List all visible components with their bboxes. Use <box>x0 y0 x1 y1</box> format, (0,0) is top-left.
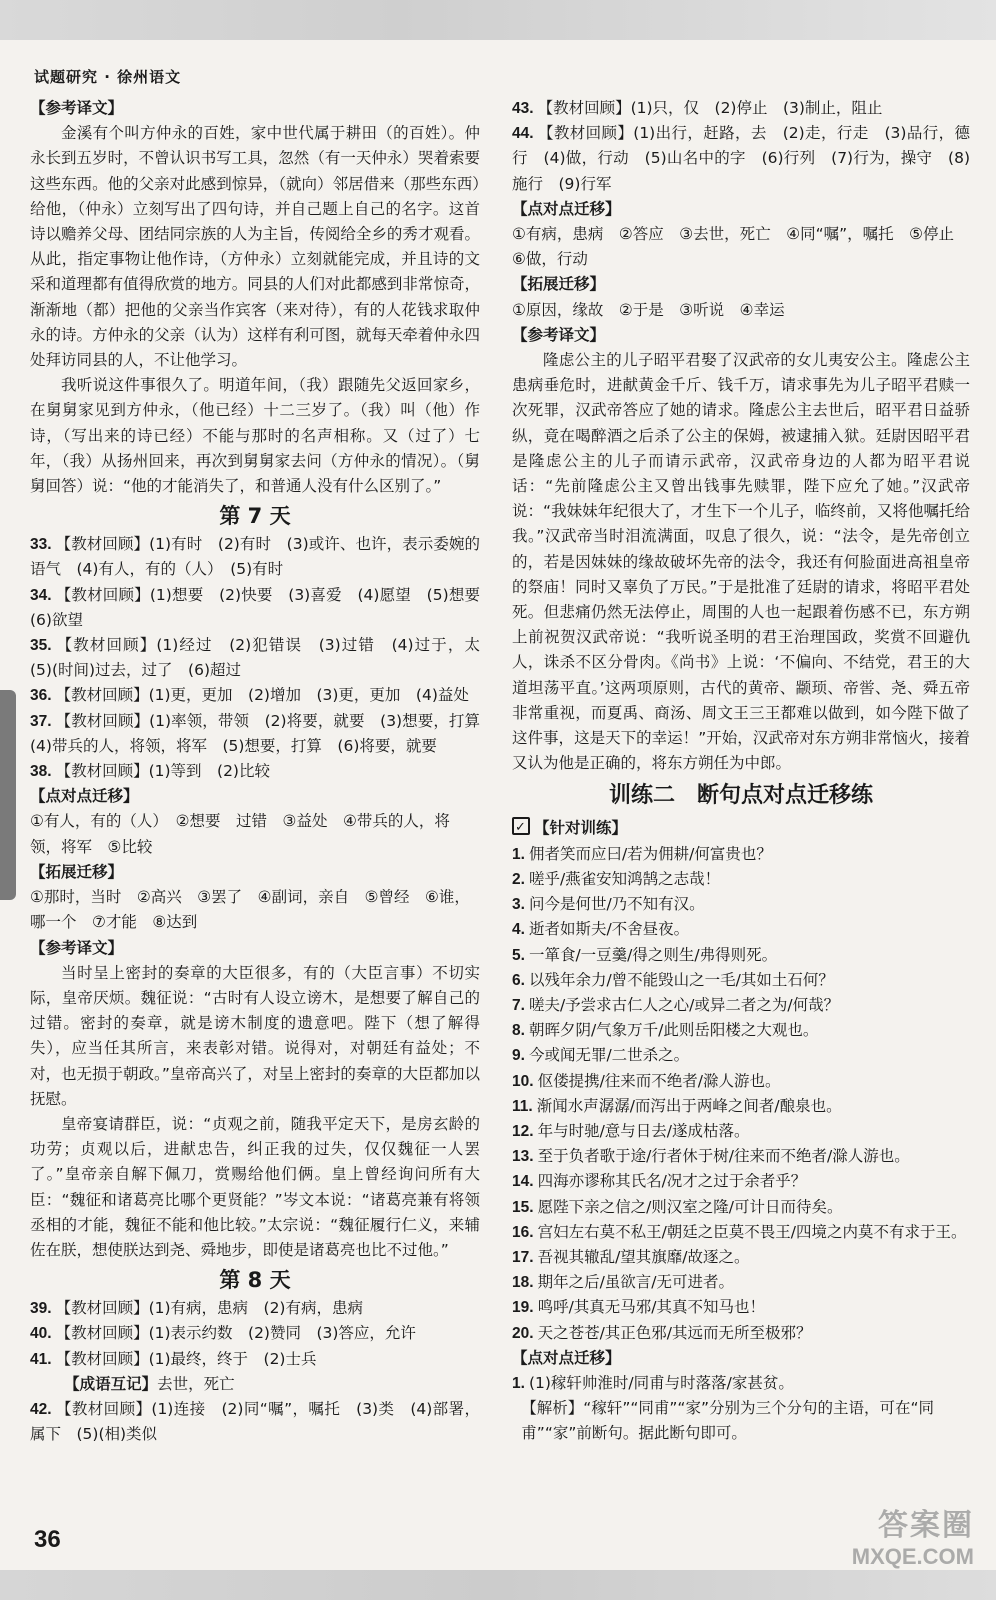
item-text: 【教材回顾】(1)有时 (2)有时 (3)或许、也许，表示委婉的语气 (4)有人，有的（人） (5)有时 <box>30 535 480 579</box>
item-text: 至于负者歌于途/行者休于树/往来而不绝者/滁人游也。 <box>537 1147 910 1166</box>
side-tab <box>0 690 16 900</box>
item-text: 一箪食/一豆羹/得之则生/弗得则死。 <box>528 945 778 964</box>
list-item <box>512 96 970 121</box>
item-number: 6. <box>512 971 525 989</box>
item-number: 1. <box>512 1374 525 1392</box>
item-number: 39. <box>30 1300 52 1318</box>
item-number: 9. <box>512 1047 525 1065</box>
item-number: 33. <box>30 536 52 554</box>
item-number: 38. <box>30 763 52 781</box>
list-item <box>512 1144 970 1169</box>
target-practice-title <box>512 816 970 841</box>
item-text: 年与时驰/意与日去/遂成枯落。 <box>537 1121 750 1140</box>
sub44-expand-title: 【拓展迁移】 <box>512 275 606 294</box>
item-number: 7. <box>512 996 525 1014</box>
list-item <box>512 1195 970 1220</box>
idiom-text: 去世，死亡 <box>157 1374 235 1393</box>
idiom-note <box>30 1372 480 1397</box>
target-practice-label: 【针对训练】 <box>534 819 628 838</box>
item-number: 3. <box>512 896 525 914</box>
item-number: 20. <box>512 1324 534 1342</box>
idiom-title: 【成语互记】 <box>64 1374 158 1393</box>
item-number: 11. <box>512 1097 533 1115</box>
list-item <box>512 892 970 917</box>
item-text: 【教材回顾】(1)表示约数 (2)赞同 (3)答应，允许 <box>55 1324 416 1343</box>
item-number: 40. <box>30 1325 52 1343</box>
list-item <box>512 1119 970 1144</box>
list-item <box>512 1043 970 1068</box>
list-item <box>512 1094 970 1119</box>
sub38-expand-title: 【拓展迁移】 <box>30 862 124 881</box>
item-text: 【教材回顾】(1)出行，赶路，去 (2)走，行走 (3)品行，德行 (4)做，行动 (5)山名中的字 (6)行列 (7)行为，操守 (8)施行 (9)行军 <box>512 124 970 193</box>
list-item <box>30 759 480 784</box>
item-number: 43. <box>512 100 534 117</box>
item-text: 期年之后/虽欲言/无可进者。 <box>537 1273 735 1292</box>
list-item <box>30 1347 480 1372</box>
sub44-migrate-text: ①有病，患病 ②答应 ③去世，死亡 ④同“嘱”，嘱托 ⑤停止 ⑥做，行动 <box>512 225 970 269</box>
ref3-paragraph: 隆虑公主的儿子昭平君娶了汉武帝的女儿夷安公主。隆虑公主患病垂危时，进献黄金千斤、钱千万，请求事先为儿子昭平君赎一次死罪，汉武帝答应了她的请求。隆虑公主去世后，昭平君日益骄纵，竟在喝醉酒之后杀了公主的保姆，被逮捕入狱。廷尉因昭平君是隆虑公主的儿子而请示武帝，汉武帝身边的人都为昭平君说话：“先前隆虑公主又曾出钱事先赎罪，陛下应允了她。”汉武帝说：“我妹妹年纪很大了，才生下一个儿子，临终前，又将他嘱托给我。”汉武帝当时泪流满面，叹息了很久，说：“法令，是先帝创立的，若是因妹妹的缘故破坏先帝的法令，我还有何脸面进高祖皇帝的祭庙！同时又辜负了万民。”于是批准了廷尉的请求，将昭平君处死。但悲痛仍然无法停止，周围的人也一起跟着伤感不已，东方朔上前祝贺汉武帝说：“我听说圣明的君王治理国政，奖赏不回避仇人，诛杀不区分骨肉。《尚书》上说：‘不偏向、不结党，君王的大道坦荡平直。’这两项原则，古代的黄帝、颛顼、帝喾、尧、舜五帝非常重视，而夏禹、商汤、周文王三王都难以做到，如今陛下做了这件事，这是天下的幸运！”开始，汉武帝对东方朔非常恼火，接着又认为他是正确的，将东方朔任为中郎。 <box>512 351 970 773</box>
watermark-en: MXQE.COM <box>851 1544 974 1569</box>
list-item <box>30 633 496 683</box>
list-item <box>512 1220 970 1245</box>
item-text: 【教材回顾】(1)想要 (2)快要 (3)喜爱 (4)愿望 (5)想要 (6)欲望 <box>30 585 496 629</box>
item-42 <box>30 1397 480 1447</box>
checkbox-icon <box>512 817 530 835</box>
item-number: 12. <box>512 1122 534 1140</box>
item-number: 42. <box>30 1400 52 1418</box>
item-text: 宫妇左右莫不私王/朝廷之臣莫不畏王/四境之内莫不有求于王。 <box>537 1222 967 1241</box>
list-item <box>512 1069 970 1094</box>
item-number: 14. <box>512 1173 534 1191</box>
list-item <box>512 1169 970 1194</box>
item-text: 【教材回顾】(1)连接 (2)同“嘱”，嘱托 (3)类 (4)部署，属下 (5)(相)类似 <box>30 1399 480 1444</box>
item-text: 今或闻无罪/二世杀之。 <box>528 1046 690 1065</box>
list-item <box>512 1295 970 1320</box>
day-8-items <box>30 1296 480 1372</box>
sub44-migrate-title: 【点对点迁移】 <box>512 199 621 218</box>
item-text: 天之苍苍/其正色邪/其远而无所至极邪？ <box>537 1323 812 1342</box>
item-text: 问今是何世/乃不知有汉。 <box>528 895 705 914</box>
day-7-heading: 第 7 天 <box>219 504 291 529</box>
ref-paragraph-1: 金溪有个叫方仲永的百姓，家中世代属于耕田（的百姓）。仲永长到五岁时，不曾认识书写工具，忽然（有一天仲永）哭着索要这些东西。他的父亲对此感到惊异，（就向）邻居借来（那些东西）给他，（仲永）立刻写出了四句诗，并自己题上自己的名字。这首诗以赡养父母、团结同宗族的人为主旨，传阅给全乡的秀才观看。从此，指定事物让他作诗，（方仲永）立刻就能完成，并且诗的文采和道理都有值得欣赏的地方。同县的人们对此都感到非常惊奇，渐渐地（都）把他的父亲当作宾客（来对待），有的人花钱求取仲永的诗。方仲永的父亲（认为）这样有利可图，就每天牵着仲永四处拜访同县的人，不让他学习。 <box>30 124 480 370</box>
list-item <box>30 532 480 582</box>
item-text: 【教材回顾】(1)率领，带领 (2)将要，就要 (3)想要，打算 (4)带兵的人，将领，将军 (5)想要，打算 (6)将要，就要 <box>30 711 496 755</box>
item-text: (1)稼轩帅淮时/同甫与时落落/家甚贫。 <box>528 1373 794 1392</box>
right-column <box>512 96 970 1447</box>
item-number: 2. <box>512 870 525 888</box>
ref2-paragraph-2: 皇帝宴请群臣，说：“贞观之前，随我平定天下，是房玄龄的功劳；贞观以后，进献忠告，纠正我的过失，仅仅魏征一人罢了。”皇帝亲自解下佩刀，赏赐给他们俩。皇上曾经询问所有大臣：“魏征和诸葛亮比哪个更贤能？”岑文本说：“诸葛亮兼有将领丞相的才能，魏征不能和他比较。”太宗说：“魏征履行仁义，来辅佐在朕，想使朕达到尧、舜地步，即使是诸葛亮也比不过他。” <box>30 1114 480 1259</box>
list-item <box>30 1296 480 1321</box>
item-text: 嗟夫/予尝求古仁人之心/或异二者之为/何哉？ <box>528 995 840 1014</box>
migrate-item <box>512 1371 970 1396</box>
item-number: 37. <box>30 712 52 730</box>
sub38-migrate-title: 【点对点迁移】 <box>30 787 139 806</box>
top-scan-border <box>0 0 996 40</box>
list-item <box>512 1018 970 1043</box>
list-item <box>512 842 970 867</box>
list-item <box>512 1245 970 1270</box>
item-text: 鸣呼/其真无马邪/其真不知马也！ <box>537 1298 766 1317</box>
left-column <box>30 96 496 1447</box>
ref-paragraph-2: 我听说这件事很久了。明道年间，（我）跟随先父返回家乡，在舅舅家见到方仲永，（他已经）十二三岁了。（我）叫（他）作诗，（写出来的诗已经）不能与那时的名声相称。又（过了）七年，（我）从扬州回来，再次到舅舅家去问（方仲永的情况）。（舅舅回答）说：“他的才能消失了，和普通人没有什么区别了。” <box>30 376 480 496</box>
ref2-title: 【参考译文】 <box>30 938 124 957</box>
item-text: 【教材回顾】(1)更，更加 (2)增加 (3)更，更加 (4)益处 <box>55 686 469 705</box>
list-item <box>512 1321 970 1346</box>
item-text: 愿陛下亲之信之/则汉室之隆/可计日而待矣。 <box>537 1197 843 1216</box>
analysis-text: 【解析】“稼轩”“同甫”“家”分别为三个分句的主语，可在“同甫”“家”前断句。据此断句即可。 <box>521 1399 935 1443</box>
item-text: 四海亦谬称其氏名/况才之过于余者乎？ <box>537 1172 807 1191</box>
item-number: 13. <box>512 1148 534 1166</box>
item-number: 18. <box>512 1274 534 1292</box>
item-text: 佣者笑而应曰/若为佣耕/何富贵也？ <box>528 844 772 863</box>
item-text: 【教材回顾】(1)只，仅 (2)停止 (3)制止，阻止 <box>537 99 883 117</box>
sub38-expand-text: ①那时，当时 ②高兴 ③罢了 ④副词，亲自 ⑤曾经 ⑥谁，哪一个 ⑦才能 ⑧达到 <box>30 888 470 932</box>
ref3-title: 【参考译文】 <box>512 325 606 344</box>
ref2-paragraph-1: 当时呈上密封的奏章的大臣很多，有的（大臣言事）不切实际，皇帝厌烦。魏征说：“古时有人设立谤木，是想要了解自己的过错。密封的奏章，就是谤木制度的遗意吧。陛下（想了解得失），应当任其所言，来表彰对错。说得对，对朝廷有益处；不对，也无损于朝政。”皇帝高兴了，对呈上密封的奏章的大臣都加以抚慰。 <box>30 963 480 1108</box>
item-text: 【教材回顾】(1)等到 (2)比较 <box>55 762 270 781</box>
item-text: 嗟乎/燕雀安知鸿鹄之志哉！ <box>528 869 721 888</box>
item-text: 朝晖夕阴/气象万千/此则岳阳楼之大观也。 <box>528 1021 819 1040</box>
bottom-scan-border <box>0 1570 996 1600</box>
list-item <box>30 1321 480 1346</box>
item-number: 34. <box>30 586 52 604</box>
item-number: 36. <box>30 687 52 705</box>
item-number: 17. <box>512 1248 534 1266</box>
list-item <box>512 968 970 993</box>
sub38-migrate-text: ①有人，有的（人） ②想要 过错 ③益处 ④带兵的人，将领，将军 ⑤比较 <box>30 812 450 856</box>
list-item <box>512 867 970 892</box>
item-number: 1. <box>512 845 525 863</box>
item-number: 16. <box>512 1223 534 1241</box>
list-item <box>512 121 970 197</box>
item-number: 5. <box>512 946 525 964</box>
list-item <box>30 683 480 708</box>
item-number: 19. <box>512 1299 534 1317</box>
item-number: 44. <box>512 125 534 143</box>
watermark-cn: 答案圈 <box>878 1509 974 1542</box>
day-8-heading: 第 8 天 <box>219 1268 291 1293</box>
item-text: 吾视其辙乱/望其旗靡/故逐之。 <box>537 1247 750 1266</box>
item-number: 35. <box>30 637 52 655</box>
section-title: 训练二 断句点对点迁移练 <box>608 783 873 809</box>
list-item <box>512 1270 970 1295</box>
ref-title: 【参考译文】 <box>30 99 124 117</box>
item-number: 10. <box>512 1072 534 1090</box>
sub44-expand-text: ①原因，缘故 ②于是 ③听说 ④幸运 <box>512 300 785 319</box>
list-item <box>512 917 970 942</box>
migrate-title: 【点对点迁移】 <box>512 1348 621 1367</box>
item-number: 41. <box>30 1350 52 1368</box>
item-number: 8. <box>512 1022 525 1040</box>
page-number: 36 <box>34 1526 61 1553</box>
item-text: 【教材回顾】(1)有病，患病 (2)有病，患病 <box>55 1299 363 1318</box>
list-item <box>512 943 970 968</box>
item-text: 渐闻水声潺潺/而泻出于两峰之间者/酿泉也。 <box>536 1096 842 1115</box>
list-item <box>30 709 496 759</box>
item-text: 【教材回顾】(1)最终，终于 (2)士兵 <box>55 1349 317 1368</box>
item-text: 伛偻提携/往来而不绝者/滁人游也。 <box>537 1071 781 1090</box>
item-text: 【教材回顾】(1)经过 (2)犯错误 (3)过错 (4)过于，太 (5)(时间)过去，过了 (6)超过 <box>30 636 496 680</box>
item-text: 逝者如斯夫/不舍昼夜。 <box>528 920 690 939</box>
page-header: 试题研究 · 徐州语文 <box>34 68 182 86</box>
item-number: 4. <box>512 921 525 939</box>
right-items <box>512 96 970 197</box>
watermark-logo <box>798 1508 974 1578</box>
item-number: 15. <box>512 1198 534 1216</box>
list-item <box>512 993 970 1018</box>
practice-list <box>512 842 970 1346</box>
item-text: 以残年余力/曾不能毁山之一毛/其如土石何？ <box>528 970 834 989</box>
list-item <box>30 583 496 633</box>
day-7-items <box>30 532 496 784</box>
